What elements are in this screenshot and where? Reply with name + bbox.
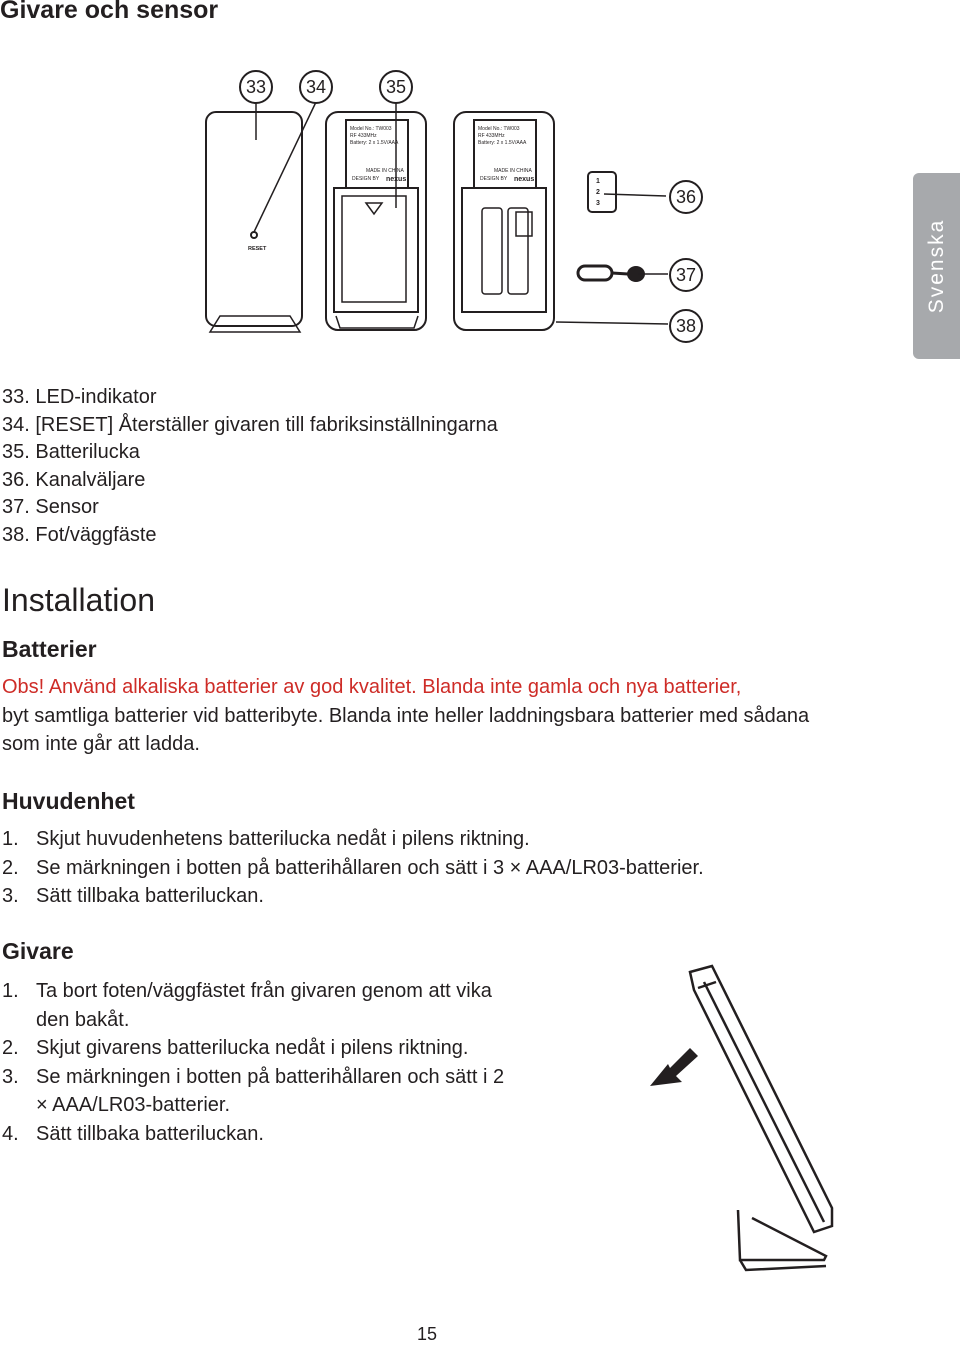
list-item xyxy=(2,882,832,911)
design-by-right: DESIGN BY xyxy=(480,176,508,182)
step-text: Sätt tillbaka batteriluckan. xyxy=(36,885,264,907)
step-text: Se märkningen i botten på batterihållaren och sätt i 2 × AAA/LR03-batterier. xyxy=(36,1065,505,1116)
givare-heading: Givare xyxy=(2,938,74,964)
legend-item: 34. [RESET] Återställer givaren till fabriksinställningarna xyxy=(2,413,498,436)
legend-item: 38. Fot/väggfäste xyxy=(2,523,157,546)
language-tab xyxy=(913,173,960,359)
obs-label: Obs! xyxy=(2,676,45,698)
step-number: 1. xyxy=(2,828,19,850)
sticker-right-line-3: Battery: 2 x 1.5V/AAA xyxy=(478,140,527,146)
callout-36: 36 xyxy=(675,187,697,207)
list-item xyxy=(2,825,832,854)
channel-3: 3 xyxy=(596,200,600,207)
channel-1: 1 xyxy=(596,178,600,185)
step-text: Ta bort foten/väggfästet från givaren genom att vika den bakåt. xyxy=(36,980,492,1031)
sticker-left-line-2: RF 433MHz xyxy=(350,133,377,139)
huvudenhet-heading: Huvudenhet xyxy=(2,788,135,814)
page-title: Givare och sensor xyxy=(0,0,219,24)
sensor-side-diagram xyxy=(628,960,848,1280)
callout-33: 33 xyxy=(245,77,267,97)
givare-steps xyxy=(2,977,512,1148)
parts-legend xyxy=(2,384,498,549)
list-item xyxy=(2,854,832,883)
sticker-left-line-1: Model No.: TW003 xyxy=(350,126,392,132)
step-text: Skjut huvudenhetens batterilucka nedåt i pilens riktning. xyxy=(36,828,530,850)
channel-2: 2 xyxy=(596,189,600,196)
design-by-left: DESIGN BY xyxy=(352,176,380,182)
step-number: 3. xyxy=(2,1065,19,1088)
callout-34: 34 xyxy=(305,77,327,97)
legend-item: 37. Sensor xyxy=(2,496,99,518)
legend-item: 33. LED-indikator xyxy=(2,386,157,408)
list-item xyxy=(2,1034,512,1063)
step-number: 1. xyxy=(2,980,19,1002)
sticker-right-line-2: RF 433MHz xyxy=(478,133,505,139)
step-text: Skjut givarens batterilucka nedåt i pilens riktning. xyxy=(36,1037,469,1059)
huvudenhet-steps xyxy=(2,825,832,911)
step-number: 4. xyxy=(2,1122,19,1145)
batterier-paragraph xyxy=(2,673,832,759)
page-number: 15 xyxy=(416,1324,438,1344)
sticker-left-line-3: Battery: 2 x 1.5V/AAA xyxy=(350,140,399,146)
step-number: 3. xyxy=(2,885,19,907)
list-item xyxy=(2,1120,512,1149)
obs-warning-text: Använd alkaliska batterier av god kvalitet. Blanda inte gamla och nya batterier, xyxy=(44,676,742,698)
installation-heading: Installation xyxy=(2,582,155,618)
step-number: 2. xyxy=(2,1037,19,1059)
legend-item: 36. Kanalväljare xyxy=(2,468,146,491)
list-item xyxy=(2,977,512,1034)
batterier-heading: Batterier xyxy=(2,636,97,662)
brand-logo-left: nexus xyxy=(386,176,407,183)
reset-label: RESET xyxy=(248,246,267,252)
callout-38: 38 xyxy=(675,316,697,336)
made-in-left: MADE IN CHINA xyxy=(366,168,404,174)
made-in-right: MADE IN CHINA xyxy=(494,168,532,174)
sticker-right-line-1: Model No.: TW003 xyxy=(478,126,520,132)
step-text: Se märkningen i botten på batterihållaren och sätt i 3 × AAA/LR03-batterier. xyxy=(36,856,704,879)
list-item xyxy=(2,1063,512,1120)
callout-37: 37 xyxy=(675,265,697,285)
language-tab-label: Svenska xyxy=(924,218,948,314)
batterier-rest-text: byt samtliga batterier vid batteribyte. Blanda inte heller laddningsbara batterier med sådana som inte går att ladda. xyxy=(2,704,810,755)
brand-logo-right: nexus xyxy=(514,176,535,183)
legend-item: 35. Batterilucka xyxy=(2,441,140,463)
step-text: Sätt tillbaka batteriluckan. xyxy=(36,1122,264,1145)
step-number: 2. xyxy=(2,856,19,879)
callout-35: 35 xyxy=(385,77,407,97)
sensor-diagram xyxy=(190,60,730,360)
